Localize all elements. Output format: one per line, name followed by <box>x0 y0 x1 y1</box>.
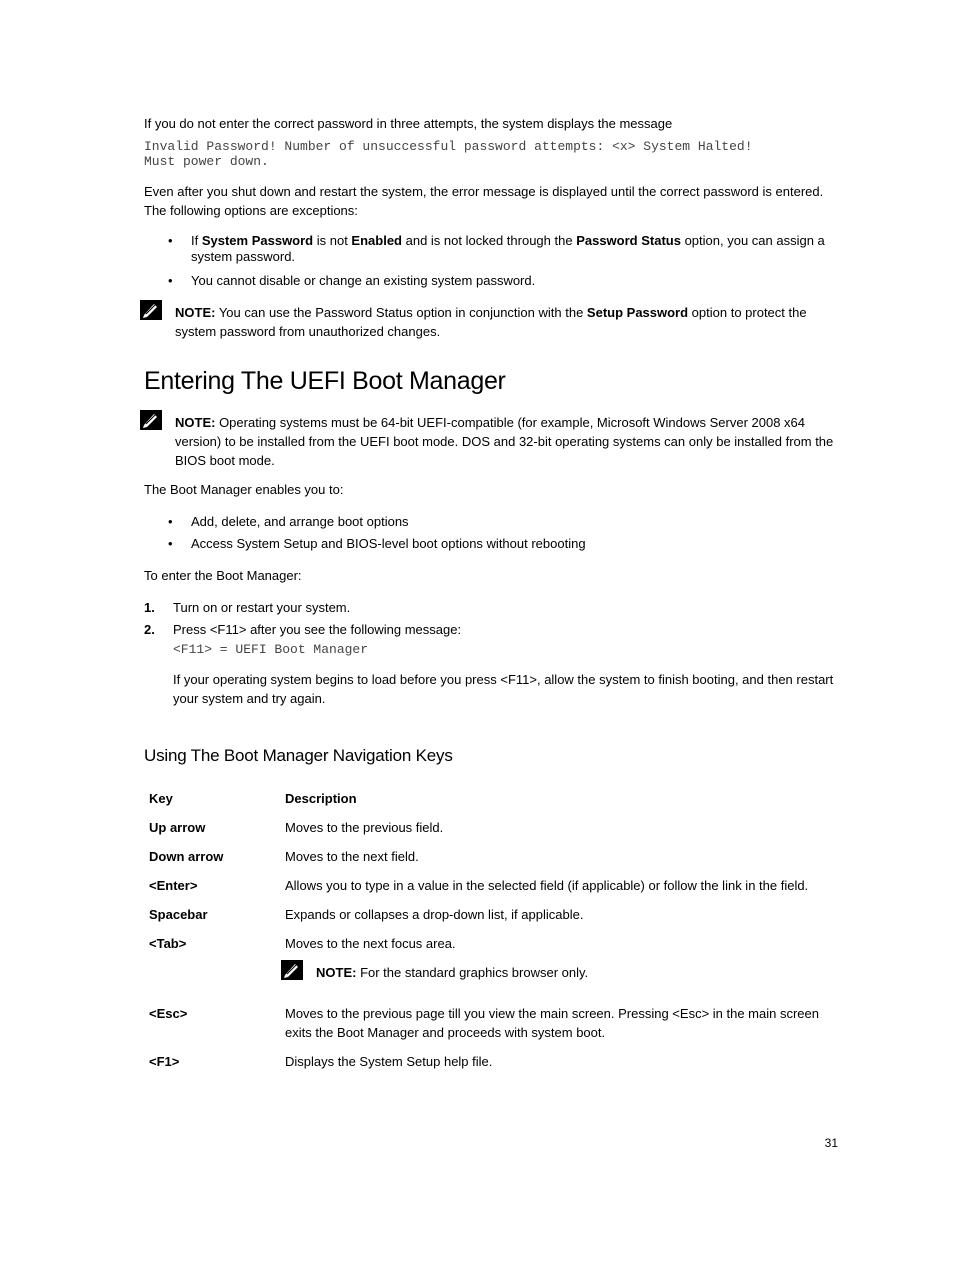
key-cell: Down arrow <box>149 849 224 864</box>
note-label: NOTE: <box>316 965 357 980</box>
text: option, you can assign a system password. <box>191 233 825 264</box>
description-cell: Expands or collapses a drop-down list, if applicable. <box>285 907 584 922</box>
note-pencil-icon <box>140 300 162 320</box>
note-label: NOTE: <box>175 415 216 430</box>
step-note: If your operating system begins to load before you press <F11>, allow the system to finish booting, and then restart your system and try again. <box>173 672 834 706</box>
key-cell: Spacebar <box>149 907 208 922</box>
steps-list <box>144 598 834 708</box>
page-content <box>144 114 834 1071</box>
boot-manager-list <box>144 512 834 553</box>
section-title: Entering The UEFI Boot Manager <box>144 367 506 395</box>
subsection-title: Using The Boot Manager Navigation Keys <box>144 746 453 765</box>
step-text: Turn on or restart your system. <box>173 600 351 615</box>
description-cell <box>285 924 834 982</box>
exceptions-paragraph: Even after you shut down and restart the system, the error message is displayed until the correct password is entered. The following options are exceptions: <box>144 184 824 218</box>
note-text <box>175 303 834 341</box>
key-cell: <Enter> <box>149 878 198 893</box>
table-row <box>144 982 834 1042</box>
key-cell: <Esc> <box>149 1006 188 1021</box>
note-pencil-icon <box>281 960 303 980</box>
note-password-status <box>144 303 834 341</box>
error-message-code <box>144 139 834 169</box>
note-pencil-icon <box>140 410 162 430</box>
note-text <box>316 963 834 982</box>
text: and is not locked through the <box>402 233 577 248</box>
page-number: 31 <box>824 1136 838 1150</box>
step-text: Press <F11> after you see the following message: <box>173 622 462 637</box>
text: You can use the Password Status option in conjunction with the <box>215 305 587 320</box>
step-item <box>144 620 834 708</box>
intro-paragraph: If you do not enter the correct password in three attempts, the system displays the message <box>144 116 673 131</box>
bold-term: Password Status <box>576 233 681 248</box>
header-key: Key <box>149 791 173 806</box>
text: For the standard graphics browser only. <box>356 965 589 980</box>
description-text: Moves to the next focus area. <box>285 936 456 951</box>
navigation-keys-table <box>144 789 834 1071</box>
step-item <box>144 598 834 617</box>
note-graphics-browser <box>285 963 834 982</box>
list-item <box>144 233 834 265</box>
description-cell: Allows you to type in a value in the selected field (if applicable) or follow the link in the field. <box>285 878 809 893</box>
bold-term: Enabled <box>351 233 402 248</box>
text: Operating systems must be 64-bit UEFI-compatible (for example, Microsoft Windows Server 2008 x64 version) to be installed from the UEFI boot mode. DOS and 32-bit operating systems can only be installed from the BIOS boot mode. <box>175 415 834 468</box>
exceptions-list <box>144 233 834 290</box>
table-row <box>144 924 834 982</box>
key-cell: Up arrow <box>149 820 206 835</box>
text: If <box>191 233 202 248</box>
header-description: Description <box>285 791 357 806</box>
table-header-row <box>144 789 834 808</box>
boot-manager-code: <F11> = UEFI Boot Manager <box>173 642 369 657</box>
note-label: NOTE: <box>175 305 216 320</box>
list-item: • You cannot disable or change an existing system password. <box>144 271 834 290</box>
description-cell: Displays the System Setup help file. <box>285 1054 493 1069</box>
text: is not <box>313 233 352 248</box>
list-item: • Access System Setup and BIOS-level boot options without rebooting <box>144 534 834 553</box>
boot-manager-intro: The Boot Manager enables you to: <box>144 482 344 497</box>
bold-term: Setup Password <box>586 305 689 320</box>
key-cell: <F1> <box>149 1054 180 1069</box>
key-cell: <Tab> <box>149 936 187 951</box>
description-cell: Moves to the next field. <box>285 849 419 864</box>
description-cell: Moves to the previous page till you view the main screen. Pressing <Esc> in the main screen exits the Boot Manager and proceeds with system boot. <box>285 1006 819 1040</box>
step-number: 1. <box>144 600 155 615</box>
code-line: Must power down. <box>144 154 269 169</box>
table-row <box>144 808 834 837</box>
step-number: 2. <box>144 622 155 637</box>
note-uefi <box>144 413 834 470</box>
enter-intro: To enter the Boot Manager: <box>144 568 302 583</box>
table-row <box>144 837 834 866</box>
table-row <box>144 1042 834 1071</box>
list-item: • Add, delete, and arrange boot options <box>144 512 834 531</box>
description-cell: Moves to the previous field. <box>285 820 444 835</box>
text: option to protect the system password from unauthorized changes. <box>175 305 807 339</box>
table-row <box>144 895 834 924</box>
table-row <box>144 866 834 895</box>
note-text <box>175 413 834 470</box>
bold-term: System Password <box>201 233 314 248</box>
code-line: Invalid Password! Number of unsuccessful password attempts: <x> System Halted! <box>144 139 753 154</box>
